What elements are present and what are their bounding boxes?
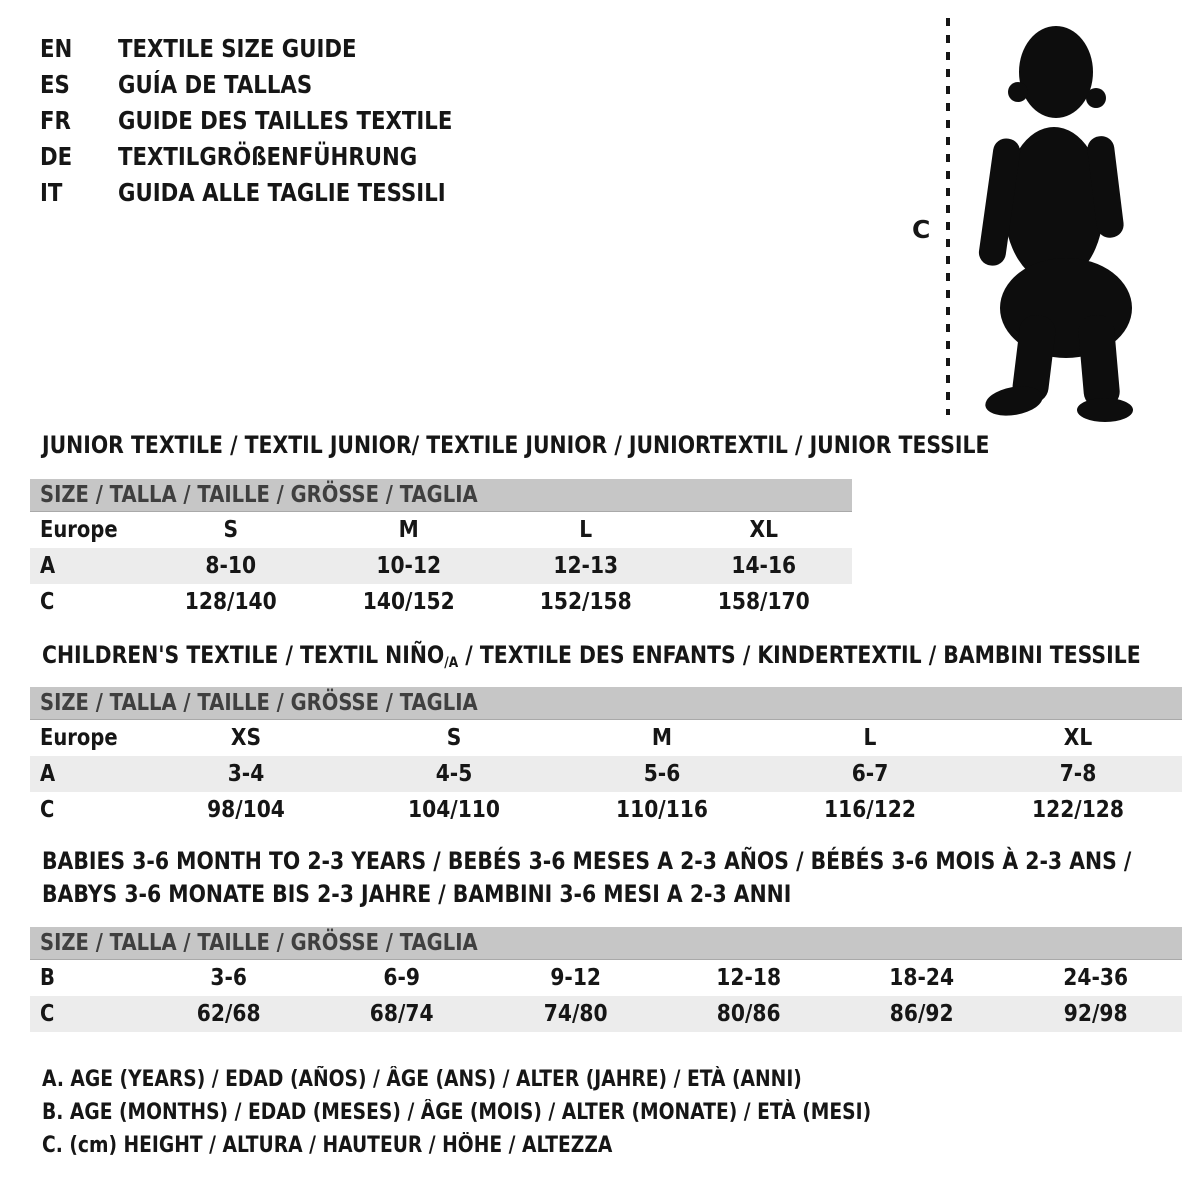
row-label: C (40, 797, 55, 823)
height-value: 98/104 (207, 797, 285, 823)
size-col-header: XL (1063, 725, 1093, 751)
baby-silhouette-image (958, 20, 1143, 422)
height-value: 92/98 (1063, 1001, 1128, 1027)
size-header-label: SIZE / TALLA / TAILLE / GRÖSSE / TAGLIA (40, 690, 478, 716)
height-value: 158/170 (717, 589, 810, 615)
lang-code: ES (40, 69, 70, 99)
children-size-table (30, 687, 1182, 828)
guide-title-it: GUIDA ALLE TAGLIE TESSILI (118, 177, 446, 207)
size-col-header: M (398, 517, 419, 543)
legend-line-b: B. AGE (MONTHS) / EDAD (MESES) / ÂGE (MOIS) / ALTER (MONATE) / ETÀ (MESI) (42, 1100, 872, 1125)
row-label: C (40, 589, 55, 615)
height-value: 116/122 (824, 797, 916, 823)
lang-code: EN (40, 33, 73, 63)
junior-size-table (30, 479, 852, 620)
table-row-age-months (30, 960, 1182, 996)
size-header-bar (30, 927, 1182, 960)
height-value: 86/92 (890, 1001, 954, 1027)
age-value: 4-5 (435, 761, 473, 787)
guide-title-de: TEXTILGRÖßENFÜHRUNG (118, 141, 418, 171)
lang-code: IT (40, 177, 63, 207)
height-value: 104/110 (408, 797, 500, 823)
size-col-header: L (863, 725, 877, 751)
nino-a-subscript: /A (444, 655, 459, 672)
region-label: Europe (40, 517, 118, 543)
height-value: 80/86 (716, 1001, 781, 1027)
height-value: 140/152 (362, 589, 455, 615)
age-value: 3-6 (210, 965, 247, 991)
age-value: 8-10 (205, 553, 257, 579)
table-row-height (30, 996, 1182, 1032)
lang-row-fr (40, 102, 511, 138)
lang-row-es (40, 66, 511, 102)
table-row-age (30, 756, 1182, 792)
table-row-height (30, 792, 1182, 828)
legend-line-c: C. (cm) HEIGHT / ALTURA / HAUTEUR / HÖHE / ALTEZZA (42, 1133, 613, 1158)
guide-title-es: GUÍA DE TALLAS (118, 69, 313, 99)
row-label: A (40, 553, 56, 579)
table-header-row (30, 720, 1182, 756)
lang-code: DE (40, 141, 73, 171)
lang-row-en (40, 30, 511, 66)
children-section-heading: CHILDREN'S TEXTILE / TEXTIL NIÑO/A / TEXTILE DES ENFANTS / KINDERTEXTIL / BAMBINI TESSILE (42, 641, 1141, 672)
height-value: 152/158 (539, 589, 632, 615)
age-value: 3-4 (227, 761, 265, 787)
height-value: 128/140 (184, 589, 277, 615)
size-col-header: XL (748, 517, 778, 543)
height-value: 74/80 (543, 1001, 608, 1027)
size-col-header: L (579, 517, 593, 543)
guide-title-en: TEXTILE SIZE GUIDE (118, 33, 357, 63)
age-value: 18-24 (889, 965, 955, 991)
age-value: 6-9 (383, 965, 421, 991)
height-label-c: C (912, 215, 931, 244)
size-header-bar (30, 687, 1182, 720)
height-value: 122/128 (1032, 797, 1124, 823)
size-col-header: M (651, 725, 673, 751)
lang-code: FR (40, 105, 71, 135)
legend-line-a: A. AGE (YEARS) / EDAD (AÑOS) / ÂGE (ANS) / ALTER (JAHRE) / ETÀ (ANNI) (42, 1067, 802, 1092)
age-value: 7-8 (1059, 761, 1097, 787)
height-value: 62/68 (196, 1001, 261, 1027)
table-header-row (30, 512, 852, 548)
row-label: B (40, 965, 55, 991)
babies-size-table (30, 927, 1182, 1032)
age-value: 14-16 (730, 553, 796, 579)
lang-row-de (40, 138, 511, 174)
size-col-header: XS (230, 725, 262, 751)
height-measure-dashed-line (946, 18, 950, 415)
size-header-bar (30, 479, 852, 512)
age-value: 6-7 (851, 761, 889, 787)
height-value: 110/116 (616, 797, 708, 823)
age-value: 9-12 (549, 965, 601, 991)
size-header-label: SIZE / TALLA / TAILLE / GRÖSSE / TAGLIA (40, 930, 478, 956)
guide-title-fr: GUIDE DES TAILLES TEXTILE (118, 105, 453, 135)
age-value: 12-18 (716, 965, 782, 991)
lang-row-it (40, 174, 511, 210)
row-label: A (40, 761, 56, 787)
language-title-list (40, 30, 511, 210)
age-value: 24-36 (1062, 965, 1128, 991)
age-value: 5-6 (643, 761, 681, 787)
junior-section-heading: JUNIOR TEXTILE / TEXTIL JUNIOR/ TEXTILE JUNIOR / JUNIORTEXTIL / JUNIOR TESSILE (42, 431, 990, 459)
measurement-legend (42, 1063, 1017, 1162)
size-col-header: S (446, 725, 462, 751)
table-row-height (30, 584, 852, 620)
age-value: 12-13 (553, 553, 619, 579)
row-label: C (40, 1001, 55, 1027)
size-col-header: S (223, 517, 239, 543)
age-value: 10-12 (375, 553, 441, 579)
size-header-label: SIZE / TALLA / TAILLE / GRÖSSE / TAGLIA (40, 482, 478, 508)
region-label: Europe (40, 725, 118, 751)
table-row-age (30, 548, 852, 584)
babies-section-heading: BABIES 3-6 MONTH TO 2-3 YEARS / BEBÉS 3-6 MESES A 2-3 AÑOS / BÉBÉS 3-6 MOIS À 2-3 ANS / BABYS 3-6 MONATE BIS 2-3 JAHRE / BAMBINI 3-6 MESI A 2-3 ANNI (42, 847, 1132, 908)
height-value: 68/74 (370, 1001, 434, 1027)
